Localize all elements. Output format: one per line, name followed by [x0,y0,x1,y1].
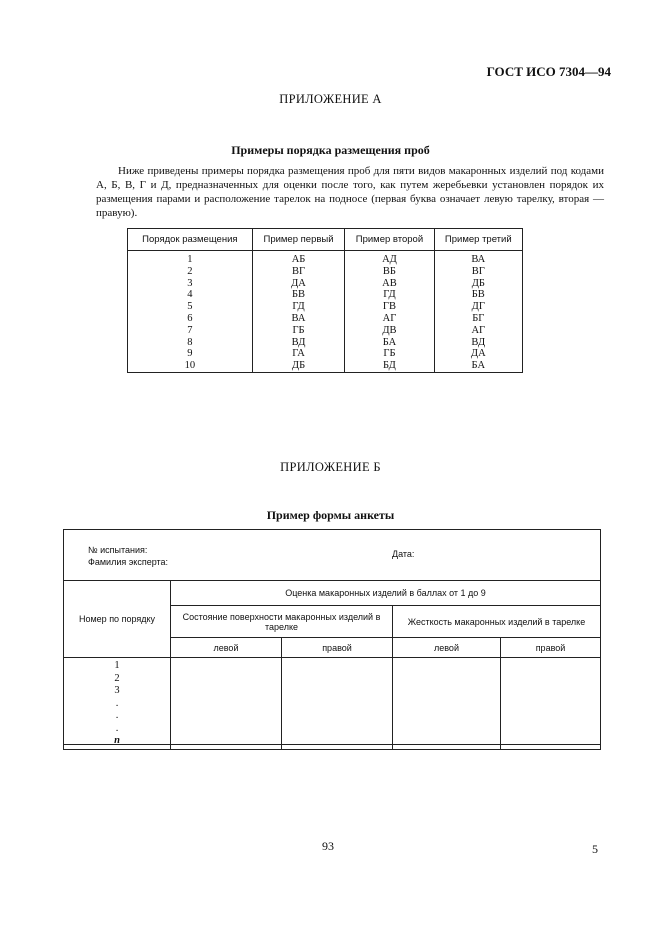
page-number: 93 [322,839,334,853]
surface-right-cell[interactable] [282,658,393,750]
appendix-b-title: Пример формы анкеты [266,508,395,522]
appendix-b-heading: ПРИЛОЖЕНИЕ Б [280,460,381,474]
row-number: n [114,735,120,746]
table-cell: ВД [252,337,345,349]
row-numbers-cell [64,658,171,750]
row-number: 1 [114,660,120,671]
appendix-a-paragraph: Ниже приведены примеры порядка размещения проб для пяти видов макаронных изделий под кодами А, Б, В, Г и Д, предназначенных для оценки после того, как путем жеребьевки установлен порядок их размещения парами и расположение тарелок на подносе (первая буква означает левую тарелку, вторая — правую). [96,165,604,219]
table-row [128,313,523,325]
table-cell: АГ [345,313,434,325]
hardness-right-header: правой [501,638,601,658]
row-number: . [115,697,119,709]
score-table [63,580,601,750]
table-cell: 10 [128,360,253,372]
column-header: Порядок размещения [128,229,253,251]
table-cell: ДГ [434,301,522,313]
table-cell: ВГ [434,266,522,278]
table-cell: ГД [345,289,434,301]
table-cell: 9 [128,348,253,360]
hardness-right-cell[interactable] [501,658,601,750]
table-cell: ВД [434,337,522,349]
surface-left-header: левой [171,638,282,658]
score-header: Оценка макаронных изделий в баллах от 1 до 9 [171,581,601,606]
table-cell: ВБ [345,266,434,278]
table-cell: ДВ [345,325,434,337]
placement-order-table [127,228,523,373]
column-header: Пример третий [434,229,522,251]
table-cell: БД [345,360,434,372]
table-cell: ГБ [345,348,434,360]
table-cell: АБ [252,251,345,266]
table-row [128,325,523,337]
table-row [128,301,523,313]
test-number-label: № испытания: [88,545,148,555]
table-row [128,289,523,301]
column-header: Пример второй [345,229,434,251]
table-cell: АГ [434,325,522,337]
sheet-number: 5 [592,842,598,856]
row-number: 2 [114,672,120,684]
table-cell: 1 [128,251,253,266]
date-label: Дата: [392,549,415,559]
table-cell: ВА [252,313,345,325]
table-cell: БВ [252,289,345,301]
expert-name-label: Фамилия эксперта: [88,557,169,567]
hardness-left-cell[interactable] [393,658,501,750]
appendix-a-heading: ПРИЛОЖЕНИЕ А [279,92,382,106]
document-code: ГОСТ ИСО 7304—94 [486,64,611,79]
table-cell: БА [345,337,434,349]
hardness-left-header: левой [393,638,501,658]
table-row [128,278,523,290]
table-cell: АВ [345,278,434,290]
table-cell: 5 [128,301,253,313]
table-cell: ВГ [252,266,345,278]
row-number: . [115,722,119,734]
table-cell: 6 [128,313,253,325]
table-cell: ДБ [434,278,522,290]
table-row [128,266,523,278]
table-cell: 3 [128,278,253,290]
table-row [128,337,523,349]
table-row [128,360,523,372]
row-number: 3 [114,685,120,696]
table-cell: 2 [128,266,253,278]
table-cell: БВ [434,289,522,301]
table-cell: ГД [252,301,345,313]
table-cell: БГ [434,313,522,325]
table-row [128,348,523,360]
table-cell: БА [434,360,522,372]
column-header: Пример первый [252,229,345,251]
table-cell: ДА [434,348,522,360]
surface-right-header: правой [282,638,393,658]
table-cell: ГБ [252,325,345,337]
appendix-a-title: Примеры порядка размещения проб [231,143,430,157]
table-cell: ВА [434,251,522,266]
table-cell: 7 [128,325,253,337]
table-cell: АД [345,251,434,266]
surface-header: Состояние поверхности макаронных изделий в тарелке [171,606,393,638]
row-number: . [115,710,119,721]
hardness-header: Жесткость макаронных изделий в тарелке [393,606,601,638]
number-header: Номер по порядку [64,581,171,658]
table-cell: ГА [252,348,345,360]
table-cell: ГВ [345,301,434,313]
table-cell: ДА [252,278,345,290]
surface-left-cell[interactable] [171,658,282,750]
table-cell: 4 [128,289,253,301]
table-row [128,251,523,266]
table-cell: ДБ [252,360,345,372]
table-cell: 8 [128,337,253,349]
